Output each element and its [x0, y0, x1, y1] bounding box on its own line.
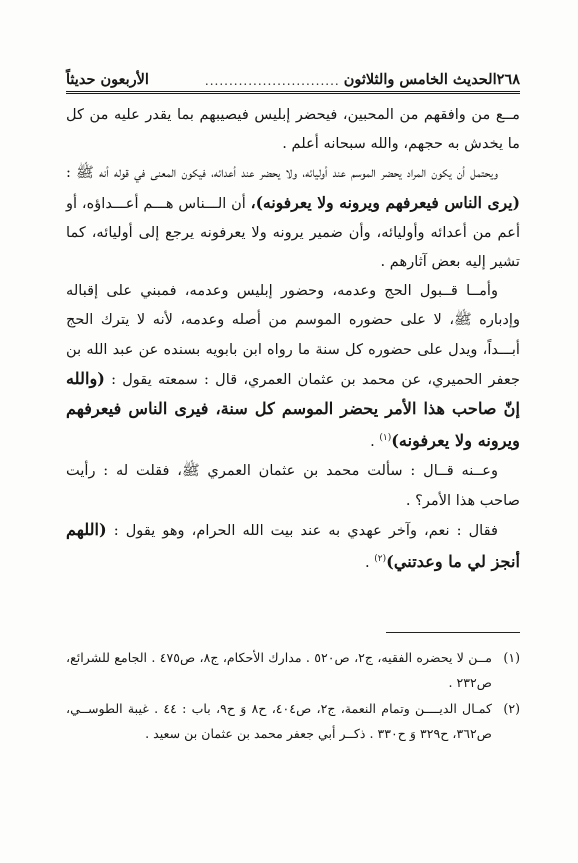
footnotes [66, 646, 520, 748]
paragraph-4: وعــنه قــال : سألت محمد بن عثمان العمري ﷺ، فقلت له : رأيت صاحب هذا الأمر؟ . [66, 462, 520, 509]
chapter-title: الحديث الخامس والثلاثون [343, 71, 497, 88]
hadith-quote: (اللهم أنجز لي ما وعدتني) [66, 519, 520, 571]
page-number: ٢٦٨ [496, 71, 520, 88]
paragraph-1: مــع من وافقهم من المحبين، فيحضر إبليس فيصيبهم بما يقدر عليه من كل ما يخدش به حجهم، والله سبحانه أعلم . [66, 106, 520, 153]
footnote-text: كمـال الديــــن وتمام النعمة، ج٢، ص٤٠٤، ح٨ وَ ح٩، باب : ٤٤ . غيبة الطوســي، ص٣٦٢، ح٣٢٩ وَ ح٣٣٠ . ذكــر أبي جعفر محمد بن عثمان بن سعيد . [66, 701, 493, 741]
paragraph-5: فقال : نعم، وآخر عهدي به عند بيت الله الحرام، وهو يقول : (اللهم أنجز لي ما وعدتني)$^{(٢)}$ . [66, 519, 520, 571]
footnote-number: (١) [503, 650, 520, 665]
paragraph-3: وأمــا قــبول الحج وعدمه، وحضور إبليس وعدمه، فمبني على إقباله وإدباره ﷺ، لا على حضوره الموسم من أصله وعدمه، لأنه لا يترك الحج أبـــداً، ويدل على حضوره كل سنة ما رواه ابن بابويه بسنده عن عبد الله بن جعفر الحميري، عن محمد بن عثمان العمري، قال : سمعته يقول : (والله إنّ صاحب هذا الأمر يحضر الموسم كل سنة، فيرى الناس فيعرفهم ويرونه ولا يعرفونه)$^{(١)}$ . [66, 282, 520, 451]
hadith-quote: (والله إنّ صاحب هذا الأمر يحضر الموسم كل سنة، فيرى الناس فيعرفهم ويرونه ولا يعرفونه) [66, 368, 520, 451]
footnote-separator [386, 632, 520, 633]
footnote-number: (٢) [503, 701, 520, 716]
footnote-2 [66, 697, 520, 746]
footnote-text: مــن لا يحضره الفقيه، ج٢، ص٥٢٠ . مدارك الأحكام، ج٨، ص٤٧٥ . الجامع للشرائع، ص٢٣٢ . [66, 650, 493, 690]
footnote-1 [66, 646, 520, 695]
running-header [66, 58, 520, 94]
main-text [66, 100, 520, 577]
footnote-ref: (١) [379, 433, 392, 444]
paragraph-2: ويحتمل أن يكون المراد يحضر الموسم عند أوليائه، ولا يحضر عند أعدائه، فيكون المعنى في قوله أنه ﷺ : (يرى الناس فيعرفهم ويرونه ولا يعرفونه)، أن الـــناس هـــم أعـــداؤه، أو أعم من أعدائه وأوليائه، وأن ضمير يرونه ولا يعرفونه يرجع إلى أوليائه، كما تشير إليه بعض آثارهم . [66, 164, 520, 271]
book-title: الأربعون حديثاً [66, 71, 149, 88]
header-dots: ............................ [204, 74, 340, 88]
hadith-quote: (يرى الناس فيعرفهم ويرونه ولا يعرفونه)، [250, 192, 520, 212]
footnote-ref: (٢) [374, 553, 387, 564]
